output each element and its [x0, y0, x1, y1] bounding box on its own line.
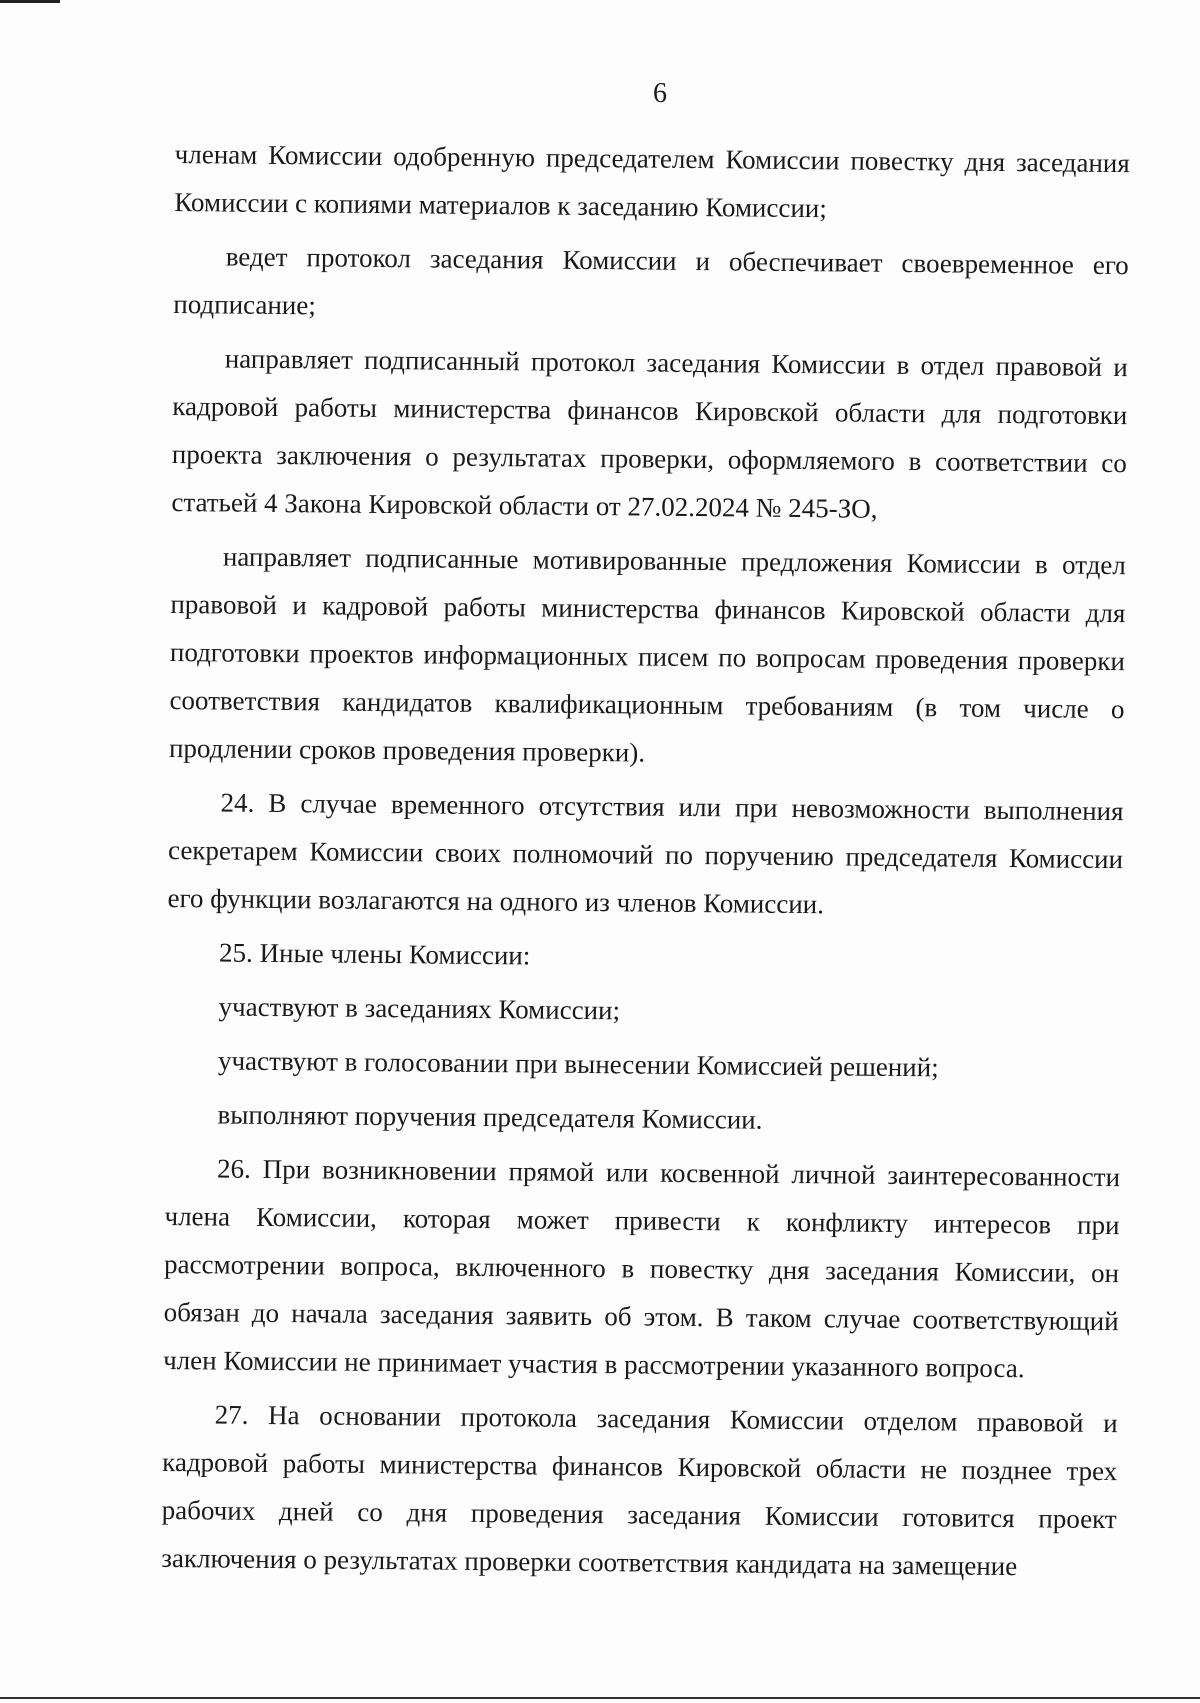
list-item-execute-instructions: выполняют поручения председателя Комиссии.: [217, 1099, 763, 1135]
paragraph-protocol-forwarding: направляет подписанный протокол заседания Комиссии в отдел правовой и кадровой работы министерства финансов Кировской области для подготовки проекта заключения о результатах проверки, оформляемого в соответствии со статьей 4 Закона Кировской области от 27.02.2024 № 245-ЗО,: [171, 343, 1128, 524]
scan-edge-line: [0, 1697, 1200, 1699]
paragraph-item-24: 24. В случае временного отсутствия или при невозможности выполнения секретарем Комиссии своих полномочий по поручению председателя Комиссии его функции возлагаются на одного из членов Комиссии.: [167, 787, 1124, 920]
scan-edge-mark: [0, 0, 60, 3]
paragraph-item-26: 26. При возникновении прямой или косвенной личной заинтересованности члена Комиссии, которая может привести к конфликту интересов при рассмотрении вопроса, включенного в повестку дня заседания Комиссии, он обязан до начала заседания заявить об этом. В таком случае соответствующий член Комиссии не принимает участия в рассмотрении указанного вопроса.: [163, 1153, 1121, 1384]
document-body: [161, 130, 1130, 1597]
list-item-participate-voting: участвуют в голосовании при вынесении Комиссией решений;: [217, 1045, 939, 1083]
page-number: 6: [653, 78, 667, 109]
list-item-participate-meetings: участвуют в заседаниях Комиссии;: [218, 991, 621, 1026]
paragraph-protocol-keeping: ведет протокол заседания Комиссии и обеспечивает своевременное его подписание;: [173, 241, 1129, 321]
paragraph-item-27: 27. На основании протокола заседания Комиссии отделом правовой и кадровой работы министерства финансов Кировской области не позднее трех рабочих дней со дня проведения заседания Комиссии готовится проект заключения о результатах проверки соответствия кандидата на замещение: [161, 1399, 1118, 1582]
paragraph-proposals-forwarding: направляет подписанные мотивированные предложения Комиссии в отдел правовой и кадровой работы министерства финансов Кировской области для подготовки проектов информационных писем по вопросам проведения проверки соответствия кандидатов квалификационным требованиям (в том числе о продлении сроков проведения проверки).: [168, 541, 1127, 768]
paragraph-agenda-continuation: членам Комиссии одобренную председателем Комиссии повестку дня заседания Комиссии с копиями материалов к заседанию Комиссии;: [174, 138, 1130, 224]
paragraph-item-25: 25. Иные члены Комиссии:: [218, 937, 531, 971]
